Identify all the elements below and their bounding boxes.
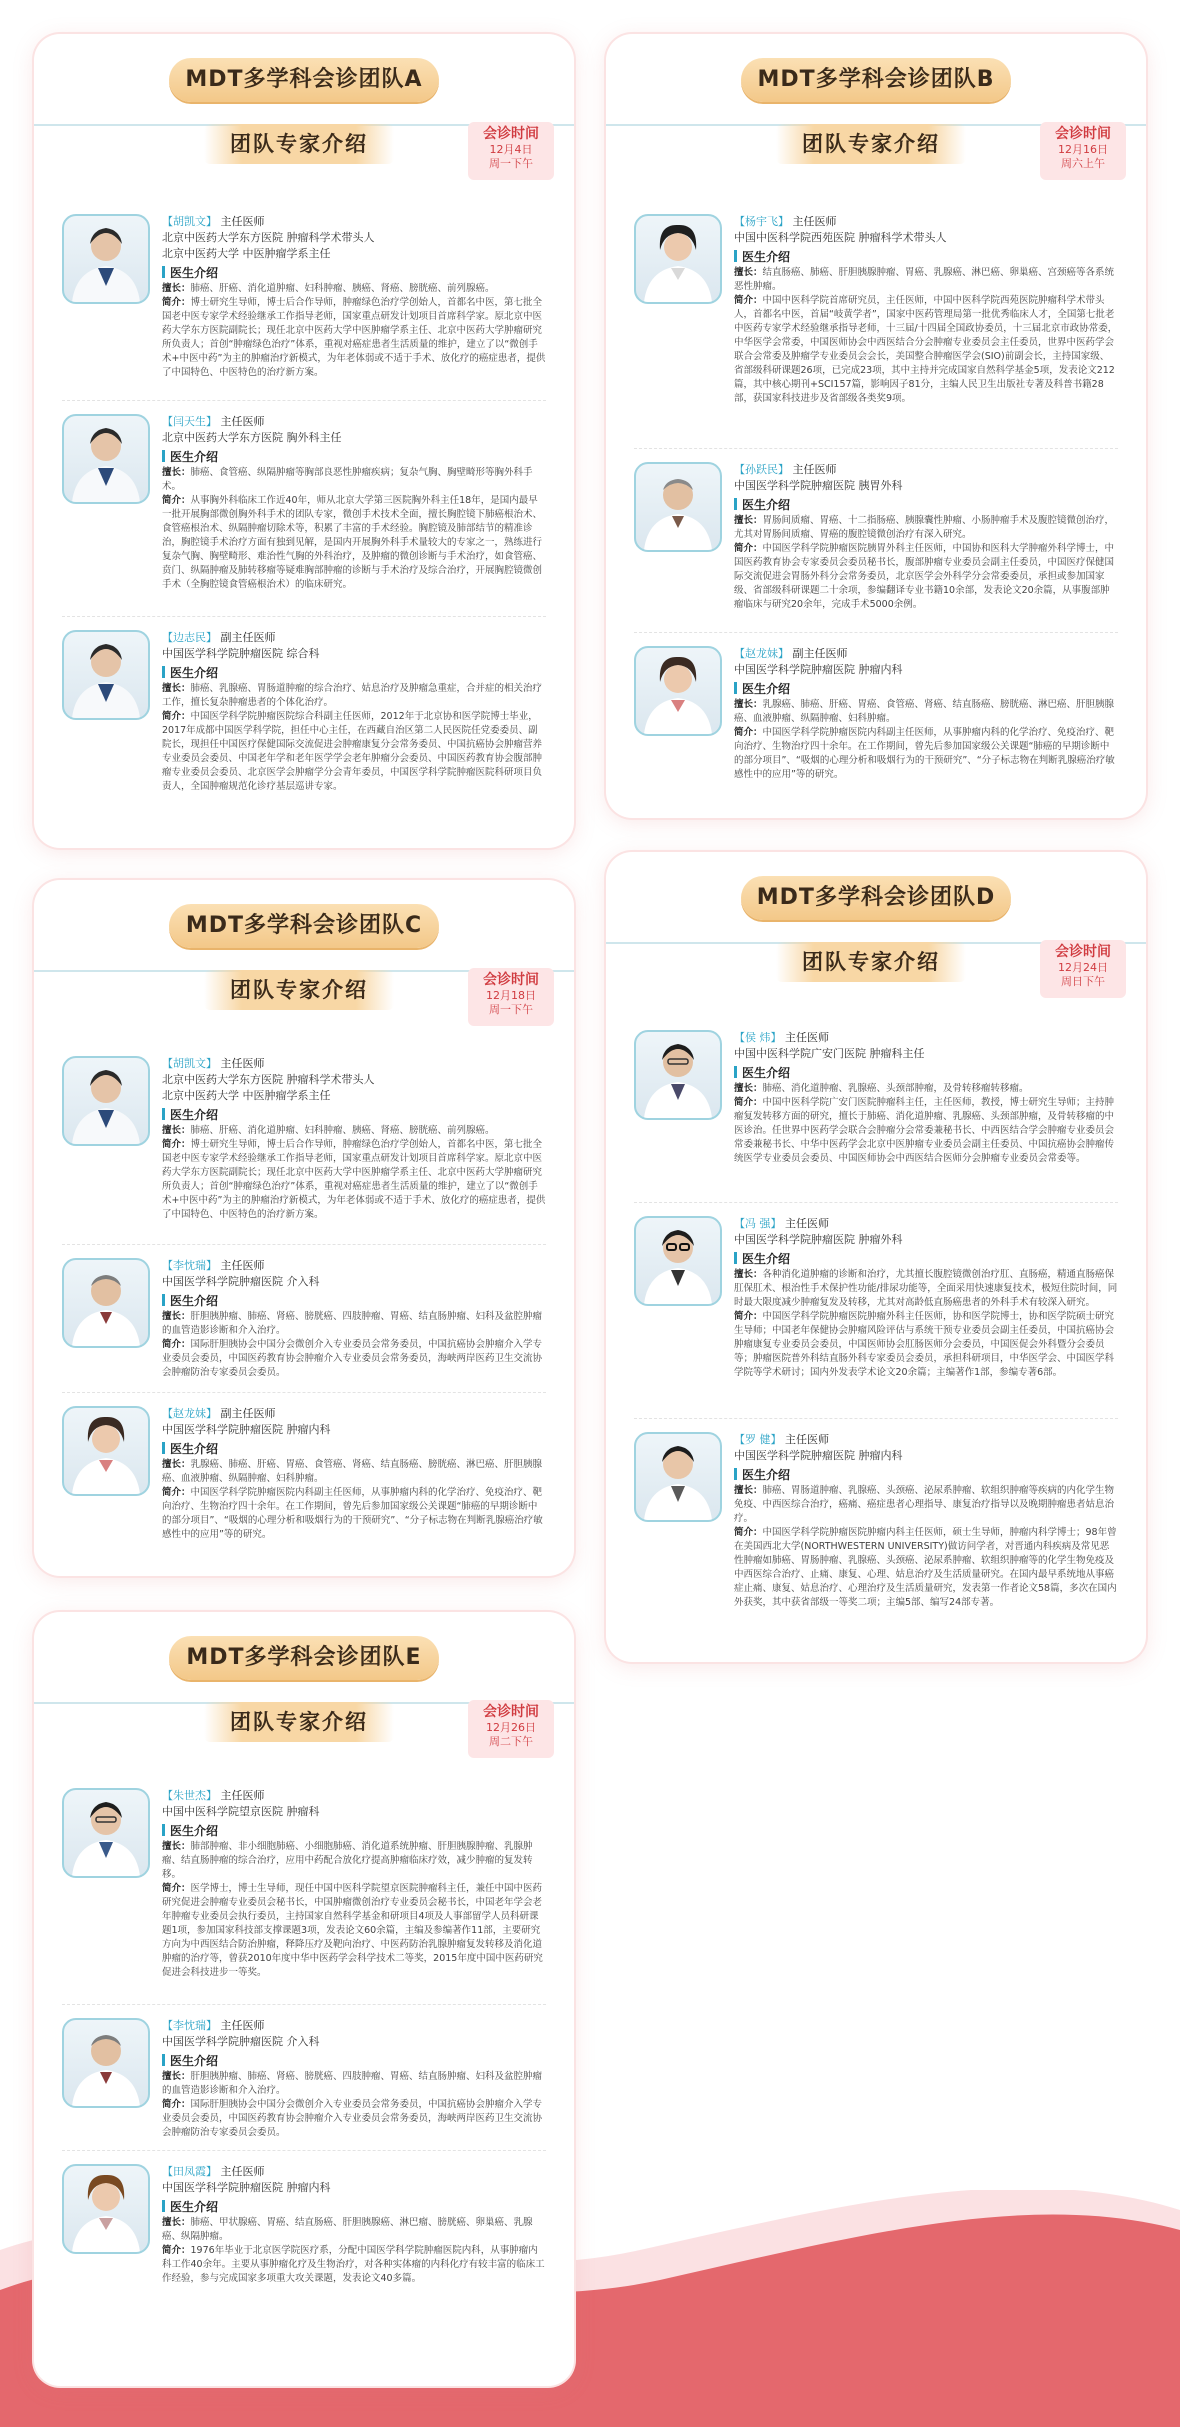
dashed-divider — [62, 2004, 546, 2005]
doctor-name: 【杨宇飞】 — [734, 215, 789, 228]
doctor-hospital: 中国医学科学院肿瘤医院 介入科 — [162, 2035, 320, 2048]
doctor-rank: 主任医师 — [220, 1259, 265, 1272]
bio-label: 简介： — [734, 1527, 763, 1538]
team-title: MDT多学科会诊团队A — [169, 58, 439, 102]
team-title: MDT多学科会诊团队D — [741, 876, 1011, 920]
specialty-label: 擅长： — [162, 2071, 191, 2082]
bio-label: 简介： — [162, 2099, 191, 2110]
consult-time-label: 会诊时间 — [483, 972, 539, 988]
consult-weekday: 周一下午 — [489, 157, 533, 170]
doctor-rank: 主任医师 — [785, 1433, 829, 1446]
bio-label: 简介： — [162, 297, 191, 308]
doctor-hospital-2: 北京中医药大学 中医肿瘤学系主任 — [162, 1089, 331, 1102]
doctor-photo — [62, 1258, 150, 1348]
specialty-text: 擅长：肺癌、乳腺癌、胃肠道肿瘤的综合治疗、姑息治疗及肿瘤急重症，合并症的相关治疗工作，擅长复杂肿瘤患者的个体化治疗。 — [162, 683, 543, 708]
specialty-label: 擅长： — [734, 515, 763, 526]
dashed-divider — [634, 1202, 1118, 1203]
doctor-name: 【李忱瑞】 — [162, 2019, 217, 2032]
intro-heading: 医生介绍 — [170, 450, 219, 464]
accent-bar — [162, 1108, 165, 1120]
doctor-name: 【赵龙妹】 — [734, 647, 789, 660]
bio-text: 简介：博士研究生导师，博士后合作导师，肿瘤绿色治疗学创始人，首都名中医，第七批全国老中医专家学术经验继承工作指导老师，国家重点研发计划项目首席科学家。原北京中医药大学东方医院副院长；现任北京中医药大学中医肿瘤学系主任、北京中医药大学肿瘤研究所负责人；首创“肿瘤绿色治疗”体系，重视对癌症患者生活质量的维护，建立了以“微创手术+中医中药”为主的肿瘤治疗新模式，为年老体弱或不适于手术、放化疗的癌症患者，提供了中国特色、中医特色的治疗新方案。 — [162, 297, 546, 378]
intro-heading: 医生介绍 — [742, 498, 791, 512]
bio-text: 简介：中国医学科学院肿瘤医院肿瘤外科主任医师，协和医学院博士，协和医学院硕士研究生导师；中国老年保健协会肿瘤风险评估与系统干预专业委员会副主任委员，中国抗癌协会肿瘤康复专业委员会委员，中国医师协会肛肠医师分会委员，中国医促会外科暨分会委员等；肿瘤医院普外科结直肠外科专家委员会委员，承担科研项目，中华医学会、中国医学科学院等学术研讨；国内外发表学术论文20余篇；主编著作1部，参编专著6部。 — [734, 1311, 1115, 1378]
doctor-rank: 主任医师 — [220, 2165, 265, 2178]
consult-weekday: 周日下午 — [1061, 975, 1105, 988]
specialty-label: 擅长： — [162, 1459, 191, 1470]
specialty-label: 擅长： — [162, 1841, 191, 1852]
consult-time-badge — [1040, 122, 1126, 180]
bio-text: 简介：博士研究生导师，博士后合作导师，肿瘤绿色治疗学创始人，首都名中医，第七批全国老中医专家学术经验继承工作指导老师，国家重点研发计划项目首席科学家。原北京中医药大学东方医院副院长；现任北京中医药大学中医肿瘤学系主任、北京中医药大学肿瘤研究所负责人；首创“肿瘤绿色治疗”体系，重视对癌症患者生活质量的维护，建立了以“微创手术+中医中药”为主的肿瘤治疗新模式，为年老体弱或不适于手术、放化疗的癌症患者，提供了中国特色、中医特色的治疗新方案。 — [162, 1139, 546, 1220]
consult-time-label: 会诊时间 — [483, 126, 539, 142]
doctor-name: 【孙跃民】 — [734, 463, 789, 476]
specialty-text: 擅长：肝胆胰肿瘤、肺癌、肾癌、膀胱癌、四肢肿瘤、胃癌、结直肠肿瘤、妇科及盆腔肿瘤的血管造影诊断和介入治疗。 — [162, 2071, 543, 2096]
intro-heading: 医生介绍 — [742, 1252, 791, 1266]
dashed-divider — [62, 2150, 546, 2151]
consult-date: 12月16日 — [1058, 143, 1108, 156]
bio-text: 简介：中国医学科学院肿瘤医院内科副主任医师，从事肿瘤内科的化学治疗、免疫治疗、靶向治疗、生物治疗四十余年。在工作期间，曾先后参加国家级公关课题“肺癌的早期诊断中的部分项目”、“吸烟的心理分析和吸烟行为的干预研究”、“分子标志物在判断乳腺癌治疗敏感性中的应用”等的研究。 — [734, 727, 1115, 780]
doctor-rank: 主任医师 — [785, 1031, 829, 1044]
doctor-name: 【李忱瑞】 — [162, 1259, 217, 1272]
team-title: MDT多学科会诊团队C — [169, 904, 439, 948]
bio-label: 简介： — [162, 1139, 191, 1150]
intro-heading: 医生介绍 — [742, 682, 791, 696]
doctor-name: 【冯 强】 — [734, 1217, 782, 1230]
bio-label: 简介： — [734, 1311, 763, 1322]
intro-heading: 医生介绍 — [170, 1442, 219, 1456]
doctor-hospital: 中国医学科学院肿瘤医院 肿瘤外科 — [734, 1233, 903, 1246]
doctor-hospital: 中国中医科学院广安门医院 肿瘤科主任 — [734, 1047, 925, 1060]
consult-time-badge — [468, 968, 554, 1026]
specialty-text: 擅长：肝胆胰肿瘤、肺癌、肾癌、膀胱癌、四肢肿瘤、胃癌、结直肠肿瘤、妇科及盆腔肿瘤的血管造影诊断和介入治疗。 — [162, 1311, 543, 1336]
doctor-hospital: 北京中医药大学东方医院 肿瘤科学术带头人 — [162, 1073, 375, 1086]
bio-text: 简介：中国医学科学院肿瘤医院肿瘤内科主任医师，硕士生导师，肿瘤内科学博士；98年曾在美国西北大学(NORTHWESTERN UNIVERSITY)做访问学者，对晋通内科疾病及常见恶性肿瘤如肺癌、胃肠肿瘤、乳腺癌、头颈癌、泌尿系肿瘤、软组织肿瘤等的化学生物免疫及中西医综合治疗、止痛、康复、心理、姑息治疗及生活质量研究。在国内最早系统地从事癌症止痛、康复、姑息治疗、心理治疗及生活质量研究，发表第一作者论文58篇，多次在国内外获奖，其中获省部级一等奖二项；主编5部、编写24部专著。 — [734, 1527, 1117, 1608]
doctor-hospital: 中国医学科学院肿瘤医院 综合科 — [162, 647, 320, 660]
specialty-text: 擅长：肺癌、肝癌、消化道肿瘤、妇科肿瘤、胰癌、肾癌、膀胱癌、前列腺癌。 — [162, 283, 495, 294]
dashed-divider — [62, 400, 546, 401]
consult-time-badge — [1040, 940, 1126, 998]
doctor-rank: 主任医师 — [220, 2019, 265, 2032]
specialty-text: 擅长：乳腺癌、肺癌、肝癌、胃癌、食管癌、肾癌、结直肠癌、膀胱癌、淋巴癌、肝胆胰腺癌、血液肿瘤、纵隔肿瘤、妇科肿瘤。 — [162, 1459, 543, 1484]
bio-text: 简介：中国中医科学院首席研究员，主任医师，中国中医科学院西苑医院肿瘤科学术带头人，首都名中医，首届“岐黄学者”，国家中医药管理局第一批优秀临床人才，全国第七批老中医药专家学术经验继承指导老师，十三届/十四届全国政协委员，十三届北京市政协常委，中华医学会常委，中国医师协会中西医结合分会肿瘤专业委员会主任委员，世界中医药学会联合会常委及肿瘤学专业委员会会长，美国整合肿瘤医学会(SIO)前副会长，主持国家级、省部级科研课题26项，已完成23项，其中主持并完成国家自然科学基金5项，发表论文212篇，其中核心期刊+SCI157篇，影响因子81分，主编人民卫生出版社专著及科普书籍28部，获国家科技进步及省部级各类奖9项。 — [734, 295, 1118, 404]
team-subtitle: 团队专家介绍 — [776, 124, 966, 164]
dashed-divider — [634, 632, 1118, 633]
doctor-name: 【赵龙妹】 — [162, 1407, 217, 1420]
specialty-label: 擅长： — [734, 267, 763, 278]
consult-date: 12月24日 — [1058, 961, 1108, 974]
accent-bar — [162, 2054, 165, 2066]
doctor-photo — [634, 646, 722, 736]
accent-bar — [162, 1442, 165, 1454]
intro-heading: 医生介绍 — [742, 1468, 791, 1482]
team-card-e — [34, 1612, 574, 2386]
doctor-name: 【侯 炜】 — [734, 1031, 782, 1044]
doctor-hospital-2: 北京中医药大学 中医肿瘤学系主任 — [162, 247, 331, 260]
team-subtitle: 团队专家介绍 — [776, 942, 966, 982]
doctor-photo — [634, 1432, 722, 1522]
specialty-text: 擅长：乳腺癌、肺癌、肝癌、胃癌、食管癌、肾癌、结直肠癌、膀胱癌、淋巴癌、肝胆胰腺癌、血液肿瘤、纵隔肿瘤、妇科肿瘤。 — [734, 699, 1115, 724]
specialty-label: 擅长： — [162, 1125, 191, 1136]
doctor-photo — [634, 1216, 722, 1306]
dashed-divider — [634, 1418, 1118, 1419]
specialty-label: 擅长： — [162, 283, 191, 294]
consult-weekday: 周一下午 — [489, 1003, 533, 1016]
specialty-text: 擅长：各种消化道肿瘤的诊断和治疗，尤其擅长腹腔镜微创治疗肛、直肠癌，精通直肠癌保肛保肛术、根治性手术保护性功能/排尿功能等，全面采用快速康复技术，极短住院时间，同时最大限度减少肿瘤复发及转移，尤其对高龄低直肠癌患者的外科手术有较深入研究。 — [734, 1269, 1118, 1308]
accent-bar — [162, 450, 165, 462]
dashed-divider — [62, 616, 546, 617]
bio-label: 简介： — [162, 2245, 191, 2256]
consult-time-label: 会诊时间 — [1055, 126, 1111, 142]
bio-label: 简介： — [734, 1097, 763, 1108]
dashed-divider — [62, 1244, 546, 1245]
bio-label: 简介： — [734, 727, 763, 738]
consult-weekday: 周六上午 — [1061, 157, 1105, 170]
intro-heading: 医生介绍 — [170, 1294, 219, 1308]
intro-heading: 医生介绍 — [170, 666, 219, 680]
accent-bar — [162, 666, 165, 678]
doctor-name: 【朱世杰】 — [162, 1789, 217, 1802]
accent-bar — [162, 1824, 165, 1836]
doctor-name: 【田凤霞】 — [162, 2165, 217, 2178]
doctor-hospital: 北京中医药大学东方医院 胸外科主任 — [162, 431, 342, 444]
doctor-photo — [634, 1030, 722, 1120]
doctor-rank: 主任医师 — [792, 215, 837, 228]
intro-heading: 医生介绍 — [170, 1824, 219, 1838]
team-card-d — [606, 852, 1146, 1662]
specialty-text: 擅长：肺癌、食管癌、纵隔肿瘤等胸部良恶性肿瘤疾病；复杂气胸、胸壁畸形等胸外科手术。 — [162, 467, 533, 492]
doctor-rank: 主任医师 — [220, 1057, 265, 1070]
specialty-label: 擅长： — [162, 2217, 191, 2228]
doctor-rank: 副主任医师 — [220, 631, 276, 644]
doctor-photo — [634, 214, 722, 304]
doctor-photo — [62, 214, 150, 304]
consult-weekday: 周二下午 — [489, 1735, 533, 1748]
accent-bar — [734, 1066, 737, 1078]
specialty-text: 擅长：肺癌、消化道肿瘤、乳腺癌、头颈部肿瘤，及骨转移瘤转移瘤。 — [734, 1083, 1029, 1094]
bio-text: 简介：中国医学科学院肿瘤医院胰胃外科主任医师，中国协和医科大学肿瘤外科学博士，中国医药教育协会专家委员会委员秘书长，腹部肿瘤专业委员会副主任委员，中国医疗保健国际交流促进会胃肠外科分会常务委员，北京医学会外科学分会常委委员，承担或参加国家级、省部级科研课题二十余项，参编翻译专业书籍10余部，发表论文20余篇，从事腹部肿瘤临床与研究20余年，完成手术5000余例。 — [734, 543, 1115, 610]
specialty-text: 擅长：结直肠癌、肺癌、肝胆胰腺肿瘤、胃癌、乳腺癌、淋巴癌、卵巢癌、宫颈癌等各系统恶性肿瘤。 — [734, 267, 1115, 292]
accent-bar — [734, 1252, 737, 1264]
consult-time-badge — [468, 1700, 554, 1758]
doctor-hospital: 中国医学科学院肿瘤医院 介入科 — [162, 1275, 320, 1288]
accent-bar — [734, 682, 737, 694]
doctor-rank: 副主任医师 — [792, 647, 848, 660]
specialty-label: 擅长： — [162, 1311, 191, 1322]
team-subtitle: 团队专家介绍 — [204, 124, 394, 164]
doctor-photo — [62, 414, 150, 504]
consult-time-label: 会诊时间 — [1055, 944, 1111, 960]
consult-time-badge — [468, 122, 554, 180]
bio-text: 简介：中国医学科学院肿瘤医院内科副主任医师，从事肿瘤内科的化学治疗、免疫治疗、靶向治疗、生物治疗四十余年。在工作期间，曾先后参加国家级公关课题“肺癌的早期诊断中的部分项目”、“吸烟的心理分析和吸烟行为的干预研究”、“分子标志物在判断乳腺癌治疗敏感性中的应用”等的研究。 — [162, 1487, 543, 1540]
doctor-hospital: 北京中医药大学东方医院 肿瘤科学术带头人 — [162, 231, 375, 244]
accent-bar — [162, 266, 165, 278]
accent-bar — [162, 1294, 165, 1306]
bio-text: 简介：1976年毕业于北京医学院医疗系，分配中国医学科学院肿瘤医院内科，从事肿瘤内科工作40余年。主要从事肿瘤化疗及生物治疗，对各种实体瘤的内科化疗有较丰富的临床工作经验，参与完成国家多项重大攻关课题，发表论文40多篇。 — [162, 2245, 545, 2284]
bio-label: 简介： — [734, 295, 763, 306]
consult-date: 12月26日 — [486, 1721, 536, 1734]
doctor-hospital: 中国中医科学院西苑医院 肿瘤科学术带头人 — [734, 231, 947, 244]
intro-heading: 医生介绍 — [742, 250, 791, 264]
doctor-photo — [62, 2164, 150, 2254]
specialty-text: 擅长：肺部肿瘤、非小细胞肺癌、小细胞肺癌、消化道系统肿瘤、肝胆胰腺肿瘤、乳腺肿瘤、结直肠肿瘤的综合治疗，应用中药配合放化疗提高肿瘤临床疗效，减少肿瘤的复发转移。 — [162, 1841, 533, 1880]
specialty-label: 擅长： — [734, 1269, 763, 1280]
team-card-c — [34, 880, 574, 1576]
specialty-text: 擅长：肺癌、胃肠道肿瘤、乳腺癌、头颈癌、泌尿系肿瘤、软组织肿瘤等疾病的内化学生物免疫、中西医综合治疗，癌痛、癌症患者心理指导、康复治疗指导以及晚期肿瘤患者姑息治疗。 — [734, 1485, 1115, 1524]
doctor-name: 【边志民】 — [162, 631, 217, 644]
dashed-divider — [62, 1392, 546, 1393]
bio-label: 简介： — [162, 495, 191, 506]
doctor-rank: 主任医师 — [220, 415, 265, 428]
team-title: MDT多学科会诊团队E — [169, 1636, 439, 1680]
bio-text: 简介：国际肝胆胰协会中国分会微创介入专业委员会常务委员，中国抗癌协会肿瘤介入学专业委员会委员，中国医药教育协会肿瘤介入专业委员会常务委员，海峡两岸医药卫生交流协会肿瘤防治专家委员会委员。 — [162, 2099, 543, 2138]
doctor-hospital: 中国医学科学院肿瘤医院 肿瘤内科 — [734, 1449, 903, 1462]
specialty-text: 擅长：肺癌、肝癌、消化道肿瘤、妇科肿瘤、胰癌、肾癌、膀胱癌、前列腺癌。 — [162, 1125, 495, 1136]
intro-heading: 医生介绍 — [742, 1066, 791, 1080]
consult-time-label: 会诊时间 — [483, 1704, 539, 1720]
doctor-rank: 主任医师 — [220, 215, 265, 228]
doctor-name: 【胡凯文】 — [162, 1057, 217, 1070]
intro-heading: 医生介绍 — [170, 1108, 219, 1122]
dashed-divider — [634, 448, 1118, 449]
specialty-label: 擅长： — [734, 1485, 763, 1496]
bio-text: 简介：中国中医科学院广安门医院肿瘤科主任，主任医师，教授，博士研究生导师；主持肿瘤复发转移方面的研究，擅长于肺癌、消化道肿瘤、乳腺癌、头颈部肿瘤，及骨转移瘤的中医诊治。任世界中医药学会联合会肿瘤分会常委兼秘书长、中西医结合学会肿瘤专业委员会常委兼秘书长、中华中医药学会北京中医肿瘤专业委员会副主任委员、中国抗癌协会肿瘤传统医学专业委员会委员、中国医师协会中西医结合医师分会肿瘤专业委员会常委等。 — [734, 1097, 1115, 1164]
doctor-photo — [62, 1056, 150, 1146]
specialty-text: 擅长：胃肠间质瘤、胃癌、十二指肠癌、胰腺囊性肿瘤、小肠肿瘤手术及腹腔镜微创治疗，尤其对胃肠间质瘤、胃癌的腹腔镜微创治疗有深入研究。 — [734, 515, 1115, 540]
doctor-photo — [62, 1788, 150, 1878]
specialty-text: 擅长：肺癌、甲状腺癌、胃癌、结直肠癌、肝胆胰腺癌、淋巴瘤、膀胱癌、卵巢癌、乳腺癌、纵隔肿瘤。 — [162, 2217, 533, 2242]
doctor-photo — [634, 462, 722, 552]
accent-bar — [734, 498, 737, 510]
consult-date: 12月18日 — [486, 989, 536, 1002]
specialty-label: 擅长： — [734, 699, 763, 710]
doctor-hospital: 中国医学科学院肿瘤医院 肿瘤内科 — [162, 1423, 331, 1436]
bio-label: 简介： — [162, 1487, 191, 1498]
accent-bar — [734, 250, 737, 262]
doctor-photo — [62, 630, 150, 720]
specialty-label: 擅长： — [162, 467, 191, 478]
bio-text: 简介：从事胸外科临床工作近40年，师从北京大学第三医院胸外科主任18年，是国内最早一批开展胸部微创胸外科手术的团队专家，微创手术技术全面，擅长胸腔镜下肺癌根治术、食管癌根治术、纵隔肿瘤切除术等，积累了丰富的手术经验。胸腔镜及肺部结节的精准诊治，胸腔镜手术治疗方面有独到见解，是国内开展胸外科手术量较大的专家之一，熟练进行复杂气胸、胸壁畸形、难治性气胸的外科治疗，及肿瘤的微创诊断与手术治疗，如食管癌、贲门、纵隔肿瘤及肺转移瘤等疑难胸部肿瘤的诊断与手术治疗及综合治疗，开展胸腔镜微创手术（全胸腔镜食管癌根治术）的临床研究。 — [162, 495, 543, 590]
specialty-label: 擅长： — [734, 1083, 763, 1094]
accent-bar — [734, 1468, 737, 1480]
doctor-name: 【胡凯文】 — [162, 215, 217, 228]
doctor-photo — [62, 2018, 150, 2108]
bio-text: 简介：医学博士，博士生导师，现任中国中医科学院望京医院肿瘤科主任，兼任中国中医药研究促进会肿瘤专业委员会秘书长，中国肿瘤微创治疗专业委员会秘书长，中国老年学会老年肿瘤专业委员会执行委员，主持国家自然科学基金和研项目4项及人事部留学人员科研课题1项，参加国家科技部支撑课题3项，发表论文60余篇，主编及参编著作11部，主要研究方向为中西医结合防治肿瘤，释降压疗及靶向治疗、中医药防治乳腺肿瘤复发转移及消化道肿瘤的治疗等，曾获2010年度中华中医药学会科学技术二等奖，2015年度中国中医药研究促进会科技进步一等奖。 — [162, 1883, 543, 1978]
doctor-name: 【闫天生】 — [162, 415, 217, 428]
consult-date: 12月4日 — [489, 143, 533, 156]
bio-label: 简介： — [162, 1339, 191, 1350]
bio-text: 简介：国际肝胆胰协会中国分会微创介入专业委员会常务委员，中国抗癌协会肿瘤介入学专业委员会委员，中国医药教育协会肿瘤介入专业委员会常务委员，海峡两岸医药卫生交流协会肿瘤防治专家委员会委员。 — [162, 1339, 543, 1378]
intro-heading: 医生介绍 — [170, 2054, 219, 2068]
team-card-a — [34, 34, 574, 848]
doctor-rank: 主任医师 — [792, 463, 837, 476]
doctor-rank: 副主任医师 — [220, 1407, 276, 1420]
doctor-hospital: 中国医学科学院肿瘤医院 胰胃外科 — [734, 479, 903, 492]
doctor-hospital: 中国医学科学院肿瘤医院 肿瘤内科 — [162, 2181, 331, 2194]
bio-label: 简介： — [162, 711, 191, 722]
doctor-photo — [62, 1406, 150, 1496]
bio-text: 简介：中国医学科学院肿瘤医院综合科副主任医师，2012年于北京协和医学院博士毕业，2017年成都中国医学科学院，担任中心主任，在西藏自治区第二人民医院任党委委员、副院长，现担任中国医疗保健国际交流促进会肿瘤康复分会常务委员、中国抗癌协会肿瘤营养专业委员会委员、中国老年学和老年医学学会老年肿瘤分会委员、中国医药教育协会腹部肿瘤专业委员会委员、北京医学会肿瘤学分会青年委员，中国医学科学院肿瘤医院科研项目负责人，全国肿瘤规范化诊疗基层巡讲专家。 — [162, 711, 543, 792]
team-subtitle: 团队专家介绍 — [204, 970, 394, 1010]
doctor-name: 【罗 健】 — [734, 1433, 782, 1446]
doctor-rank: 主任医师 — [785, 1217, 829, 1230]
intro-heading: 医生介绍 — [170, 266, 219, 280]
accent-bar — [162, 2200, 165, 2212]
doctor-hospital: 中国医学科学院肿瘤医院 肿瘤内科 — [734, 663, 903, 676]
team-title: MDT多学科会诊团队B — [741, 58, 1011, 102]
intro-heading: 医生介绍 — [170, 2200, 219, 2214]
team-card-b — [606, 34, 1146, 818]
specialty-label: 擅长： — [162, 683, 191, 694]
bio-label: 简介： — [162, 1883, 191, 1894]
doctor-rank: 主任医师 — [220, 1789, 265, 1802]
doctor-hospital: 中国中医科学院望京医院 肿瘤科 — [162, 1805, 320, 1818]
bio-label: 简介： — [734, 543, 763, 554]
team-subtitle: 团队专家介绍 — [204, 1702, 394, 1742]
